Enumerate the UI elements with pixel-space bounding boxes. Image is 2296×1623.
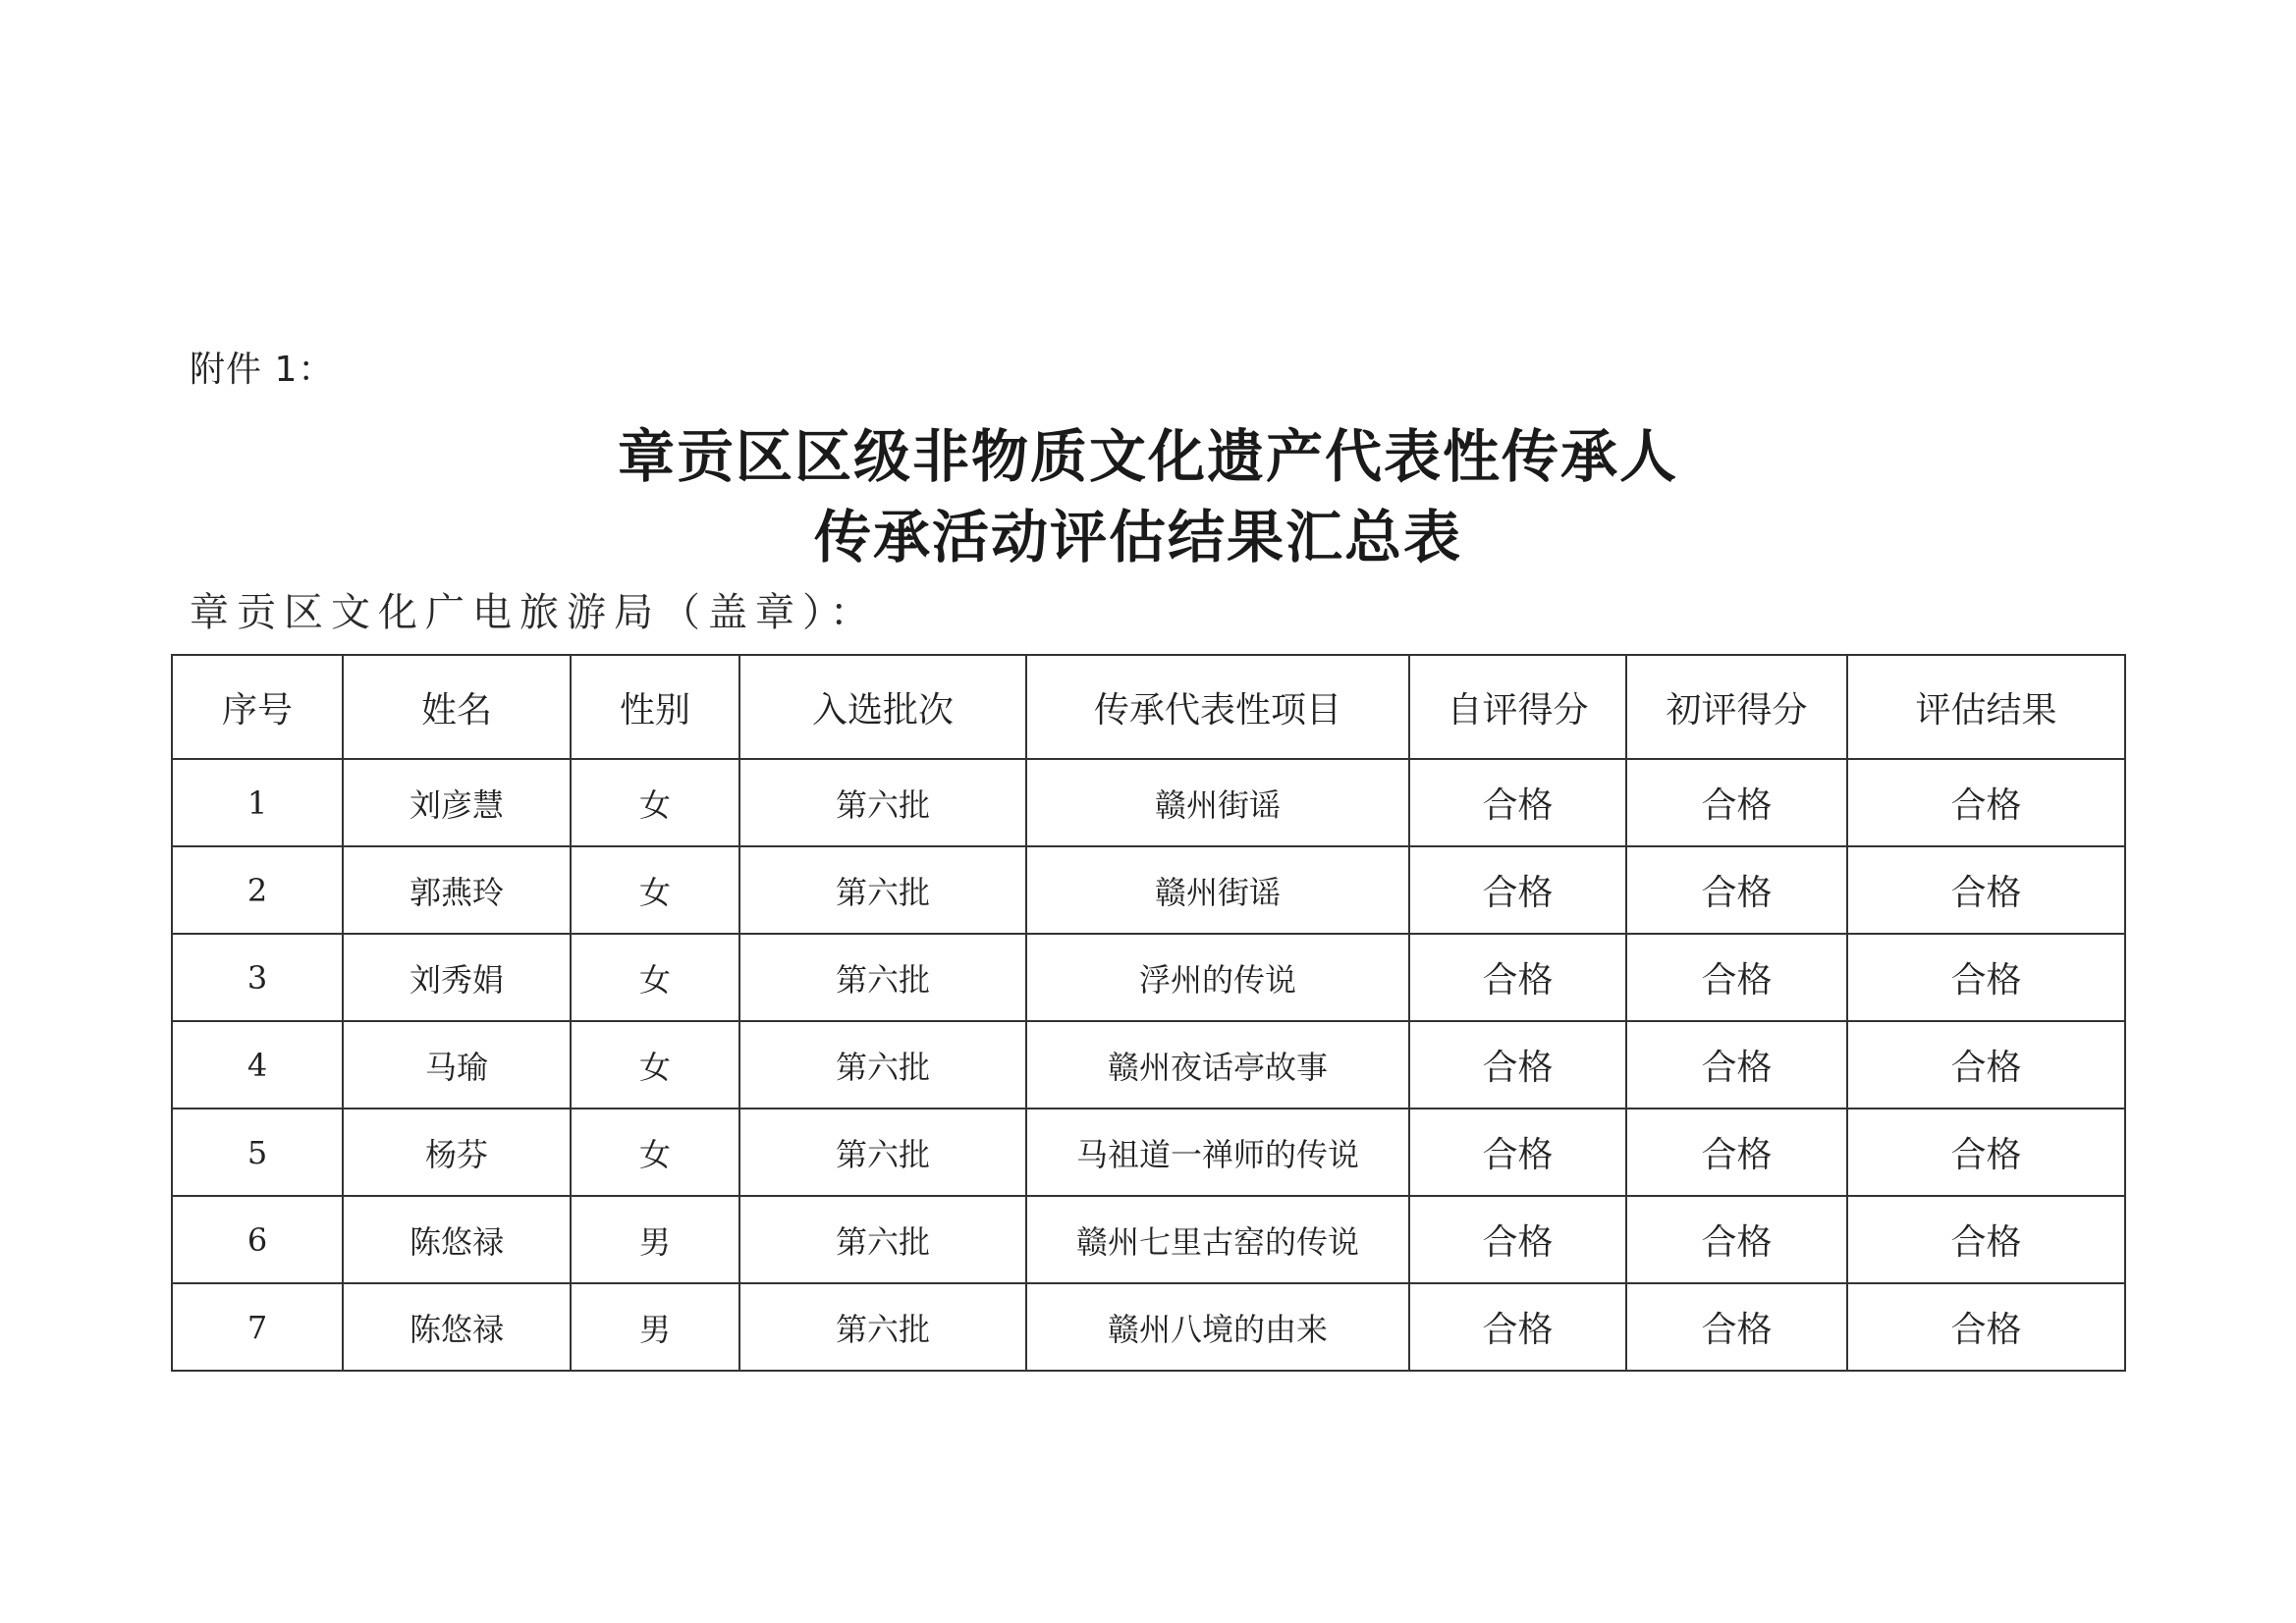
attachment-label: 附件 1： bbox=[190, 350, 335, 390]
cell-index: 4 bbox=[172, 1021, 343, 1109]
cell-result: 合格 bbox=[1847, 1196, 2125, 1283]
cell-result: 合格 bbox=[1847, 759, 2125, 846]
cell-project: 赣州八境的由来 bbox=[1026, 1283, 1409, 1371]
document-title-line-1: 章贡区区级非物质文化遗产代表性传承人 bbox=[617, 423, 1678, 490]
cell-project: 赣州夜话亭故事 bbox=[1026, 1021, 1409, 1109]
cell-self-score: 合格 bbox=[1409, 846, 1626, 934]
cell-index: 2 bbox=[172, 846, 343, 934]
cell-gender: 男 bbox=[571, 1196, 739, 1283]
cell-initial-score: 合格 bbox=[1626, 1109, 1847, 1196]
header-index: 序号 bbox=[172, 655, 343, 759]
cell-project: 赣州七里古窑的传说 bbox=[1026, 1196, 1409, 1283]
header-name: 姓名 bbox=[343, 655, 571, 759]
cell-project: 赣州街谣 bbox=[1026, 846, 1409, 934]
cell-name: 刘秀娟 bbox=[343, 934, 571, 1021]
cell-initial-score: 合格 bbox=[1626, 934, 1847, 1021]
cell-gender: 女 bbox=[571, 934, 739, 1021]
cell-batch: 第六批 bbox=[739, 1021, 1026, 1109]
header-result: 评估结果 bbox=[1847, 655, 2125, 759]
cell-name: 刘彦慧 bbox=[343, 759, 571, 846]
evaluation-results-table bbox=[171, 654, 2126, 1372]
cell-name: 马瑜 bbox=[343, 1021, 571, 1109]
cell-result: 合格 bbox=[1847, 934, 2125, 1021]
cell-project: 浮州的传说 bbox=[1026, 934, 1409, 1021]
cell-initial-score: 合格 bbox=[1626, 1021, 1847, 1109]
cell-self-score: 合格 bbox=[1409, 1021, 1626, 1109]
cell-name: 杨芬 bbox=[343, 1109, 571, 1196]
cell-self-score: 合格 bbox=[1409, 1109, 1626, 1196]
cell-index: 1 bbox=[172, 759, 343, 846]
cell-initial-score: 合格 bbox=[1626, 846, 1847, 934]
cell-index: 3 bbox=[172, 934, 343, 1021]
cell-initial-score: 合格 bbox=[1626, 1283, 1847, 1371]
cell-self-score: 合格 bbox=[1409, 1283, 1626, 1371]
table-row bbox=[172, 1283, 2125, 1371]
cell-gender: 女 bbox=[571, 846, 739, 934]
cell-batch: 第六批 bbox=[739, 759, 1026, 846]
table-header-row bbox=[172, 655, 2125, 759]
table-row bbox=[172, 1021, 2125, 1109]
table-row bbox=[172, 846, 2125, 934]
cell-index: 7 bbox=[172, 1283, 343, 1371]
header-gender: 性别 bbox=[571, 655, 739, 759]
cell-result: 合格 bbox=[1847, 1021, 2125, 1109]
header-project: 传承代表性项目 bbox=[1026, 655, 1409, 759]
cell-gender: 女 bbox=[571, 1021, 739, 1109]
document-title-line-2: 传承活动评估结果汇总表 bbox=[813, 504, 1462, 570]
table-row bbox=[172, 759, 2125, 846]
cell-name: 陈悠禄 bbox=[343, 1196, 571, 1283]
cell-index: 6 bbox=[172, 1196, 343, 1283]
cell-self-score: 合格 bbox=[1409, 1196, 1626, 1283]
table-row bbox=[172, 934, 2125, 1021]
cell-project: 赣州街谣 bbox=[1026, 759, 1409, 846]
cell-initial-score: 合格 bbox=[1626, 1196, 1847, 1283]
cell-result: 合格 bbox=[1847, 846, 2125, 934]
table-row bbox=[172, 1196, 2125, 1283]
cell-gender: 女 bbox=[571, 759, 739, 846]
cell-result: 合格 bbox=[1847, 1109, 2125, 1196]
header-self-score: 自评得分 bbox=[1409, 655, 1626, 759]
cell-project: 马祖道一禅师的传说 bbox=[1026, 1109, 1409, 1196]
cell-batch: 第六批 bbox=[739, 1283, 1026, 1371]
table-row bbox=[172, 1109, 2125, 1196]
header-batch: 入选批次 bbox=[739, 655, 1026, 759]
cell-result: 合格 bbox=[1847, 1283, 2125, 1371]
cell-batch: 第六批 bbox=[739, 846, 1026, 934]
cell-self-score: 合格 bbox=[1409, 759, 1626, 846]
cell-batch: 第六批 bbox=[739, 934, 1026, 1021]
cell-gender: 男 bbox=[571, 1283, 739, 1371]
cell-batch: 第六批 bbox=[739, 1109, 1026, 1196]
cell-name: 郭燕玲 bbox=[343, 846, 571, 934]
header-initial-score: 初评得分 bbox=[1626, 655, 1847, 759]
cell-initial-score: 合格 bbox=[1626, 759, 1847, 846]
cell-index: 5 bbox=[172, 1109, 343, 1196]
cell-gender: 女 bbox=[571, 1109, 739, 1196]
cell-name: 陈悠禄 bbox=[343, 1283, 571, 1371]
cell-batch: 第六批 bbox=[739, 1196, 1026, 1283]
cell-self-score: 合格 bbox=[1409, 934, 1626, 1021]
issuing-organization: 章贡区文化广电旅游局（盖章）： bbox=[190, 590, 877, 635]
